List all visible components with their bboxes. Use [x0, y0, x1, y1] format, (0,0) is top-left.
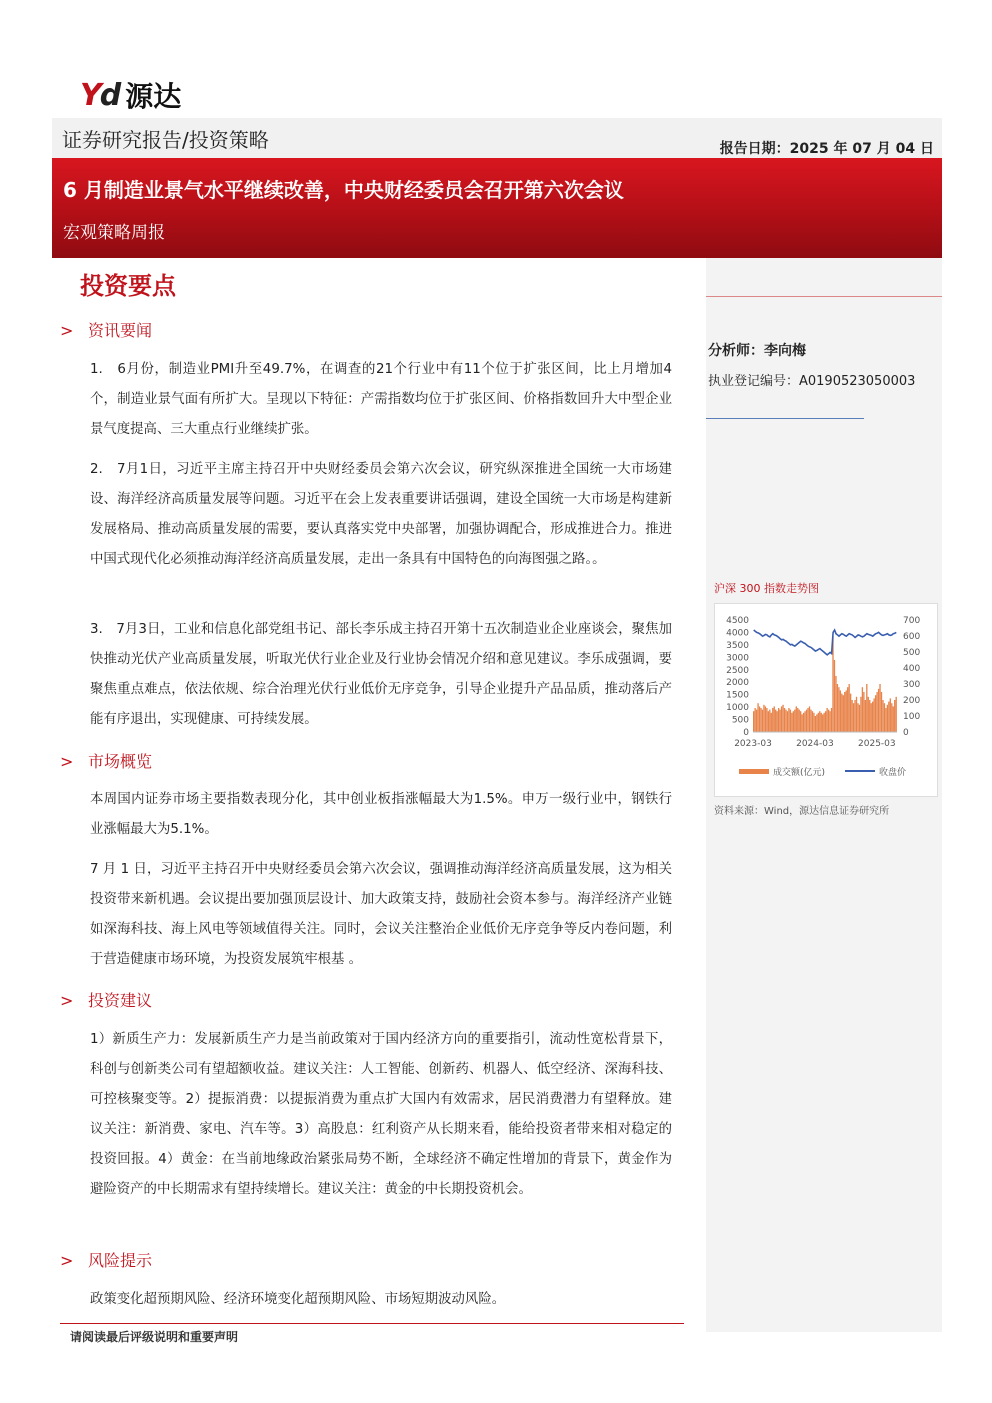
volume-bar — [791, 713, 792, 732]
volume-bar — [819, 711, 820, 732]
y-left-tick-label: 4000 — [726, 628, 749, 639]
volume-bar — [771, 713, 772, 732]
chart-svg — [715, 604, 937, 796]
volume-bar — [863, 692, 864, 732]
volume-bar — [779, 710, 780, 732]
chart-source: 资料来源：Wind，源达信息证券研究所 — [714, 806, 890, 817]
section-heading-advice — [60, 988, 152, 1011]
volume-bar — [822, 714, 823, 732]
volume-bar — [781, 706, 782, 732]
volume-bar — [871, 703, 872, 732]
paragraph: 政策变化超预期风险、经济环境变化超预期风险、市场短期波动风险。 — [90, 1292, 506, 1307]
volume-bar — [826, 708, 827, 732]
volume-bar — [807, 708, 808, 732]
y-left-tick-label: 3500 — [726, 640, 749, 651]
volume-bar — [763, 705, 764, 732]
y-left-tick-label: 1000 — [726, 703, 749, 714]
legend-label-volume: 成交额(亿元) — [773, 768, 826, 778]
volume-bar — [793, 711, 794, 732]
section-heading-news — [60, 318, 152, 341]
chart-title: 沪深 300 指数走势图 — [714, 582, 819, 595]
y-right-tick-label: 300 — [903, 680, 921, 690]
x-tick-label: 2024-03 — [796, 739, 834, 749]
volume-bar — [887, 705, 888, 732]
footer-disclaimer: 请阅读最后评级说明和重要声明 — [70, 1330, 239, 1344]
category-bar — [52, 118, 942, 158]
volume-bar — [788, 708, 789, 732]
analyst-name: 分析师：李向梅 — [708, 343, 806, 359]
volume-bar — [753, 711, 754, 732]
section-title: 投资建议 — [88, 991, 153, 1010]
chevron-right-icon: > — [60, 991, 74, 1010]
volume-bar — [760, 708, 761, 732]
volume-bar — [816, 714, 817, 732]
volume-bar — [821, 713, 822, 732]
volume-bar — [873, 698, 874, 732]
y-right-tick-label: 600 — [903, 632, 921, 642]
chevron-right-icon: > — [60, 1251, 74, 1270]
volume-bar — [854, 700, 855, 732]
index-chart — [714, 603, 938, 797]
volume-bar — [803, 713, 804, 732]
title-banner — [52, 158, 942, 258]
volume-bar — [853, 703, 854, 732]
volume-bar — [757, 703, 758, 732]
volume-bar — [787, 711, 788, 732]
volume-bar — [841, 694, 842, 732]
volume-bar — [766, 708, 767, 732]
volume-bar — [806, 710, 807, 732]
volume-bar — [810, 710, 811, 732]
volume-bar — [785, 710, 786, 732]
volume-bar — [851, 700, 852, 732]
volume-bar — [890, 698, 891, 732]
volume-bar — [790, 710, 791, 732]
volume-bar — [796, 706, 797, 732]
volume-bar — [891, 703, 892, 732]
volume-bar — [797, 708, 798, 732]
volume-bar — [765, 706, 766, 732]
y-right-tick-label: 400 — [903, 664, 921, 674]
volume-bar — [768, 711, 769, 732]
divider — [706, 418, 864, 419]
volume-bar — [859, 705, 860, 732]
volume-bar — [876, 692, 877, 732]
volume-bar — [794, 710, 795, 732]
volume-bar — [894, 700, 895, 732]
volume-bar — [775, 710, 776, 732]
volume-bar — [869, 700, 870, 732]
footer-divider — [60, 1323, 684, 1324]
brand-name: 源达 — [125, 80, 182, 113]
volume-bar — [884, 703, 885, 732]
volume-bar — [799, 710, 800, 732]
volume-bar — [769, 710, 770, 732]
volume-bar — [866, 684, 867, 732]
volume-bar — [774, 706, 775, 732]
volume-bar — [818, 713, 819, 732]
volume-bar — [882, 700, 883, 732]
paragraph: 3. 7月3日，工业和信息化部党组书记、部长李乐成主持召开第十五次制造业企业座谈会，聚焦加快推动光伏产业高质量发展，听取光伏行业企业及行业协会情况介绍和意见建议。李乐成强调，要聚焦重点难点，依法依规、综合治理光伏行业低价无序竞争，引导企业提升产品品质，推动落后产能有序退出，实现健康、可持续发展。 — [90, 622, 672, 727]
section-title: 资讯要闻 — [88, 321, 153, 340]
y-right-tick-label: 500 — [903, 648, 921, 658]
y-left-tick-label: 2500 — [726, 665, 749, 676]
y-right-tick-label: 100 — [903, 712, 921, 722]
volume-bar — [875, 695, 876, 732]
section-title: 市场概览 — [88, 752, 153, 771]
volume-bar — [840, 690, 841, 732]
volume-bar — [800, 711, 801, 732]
x-tick-label: 2025-03 — [858, 739, 896, 749]
logo-mark-y: Y — [80, 77, 100, 113]
y-left-tick-label: 0 — [743, 728, 749, 738]
x-tick-label: 2023-03 — [734, 739, 772, 749]
paragraph: 本周国内证券市场主要指数表现分化，其中创业板指涨幅最大为1.5%。申万一级行业中，钢铁行业涨幅最大为5.1%。 — [90, 792, 672, 837]
legend-label-close: 收盘价 — [879, 768, 907, 778]
volume-bar — [825, 711, 826, 732]
logo-mark — [80, 78, 119, 113]
volume-bar — [804, 711, 805, 732]
volume-bar — [843, 695, 844, 732]
volume-bar — [762, 710, 763, 732]
volume-bar — [815, 716, 816, 732]
y-left-tick-label: 500 — [731, 715, 749, 726]
volume-bar — [801, 714, 802, 732]
volume-bar — [857, 703, 858, 732]
volume-bar — [893, 706, 894, 732]
volume-bar — [813, 713, 814, 732]
volume-bar — [824, 713, 825, 732]
volume-bar — [847, 687, 848, 732]
page-heading: 投资要点 — [80, 272, 176, 300]
volume-bar — [772, 708, 773, 732]
y-left-tick-label: 1500 — [726, 690, 749, 701]
volume-bar — [849, 684, 850, 732]
volume-bar — [838, 687, 839, 732]
volume-bar — [812, 711, 813, 732]
section-heading-risk — [60, 1248, 152, 1271]
close-price-line — [754, 630, 897, 655]
volume-bar — [888, 702, 889, 732]
brand-logo — [80, 78, 181, 112]
divider — [706, 296, 942, 297]
volume-bar — [759, 706, 760, 732]
sidebar — [706, 258, 942, 1332]
volume-bar — [856, 697, 857, 732]
legend-swatch-volume — [739, 769, 769, 774]
chevron-right-icon: > — [60, 752, 74, 771]
volume-bar — [756, 710, 757, 732]
volume-bar — [862, 687, 863, 732]
volume-bar — [881, 692, 882, 732]
volume-bar — [837, 684, 838, 732]
volume-bar — [834, 660, 835, 732]
paragraph: 1. 6月份，制造业PMI升至49.7%，在调查的21个行业中有11个位于扩张区间，比上月增加4个，制造业景气面有所扩大。呈现以下特征：产需指数均位于扩张区间、价格指数回升大中型企业景气度提高、三大重点行业继续扩张。 — [90, 362, 672, 437]
section-title: 风险提示 — [88, 1251, 153, 1270]
section-heading-market — [60, 749, 152, 772]
report-subtitle: 宏观策略周报 — [63, 223, 165, 243]
volume-bar — [829, 711, 830, 732]
volume-bar — [878, 689, 879, 732]
volume-bar — [777, 711, 778, 732]
paragraph: 2. 7月1日，习近平主席主持召开中央财经委员会第六次会议，研究纵深推进全国统一大市场建设、海洋经济高质量发展等问题。习近平在会上发表重要讲话强调，建设全国统一大市场是构建新发展格局、推动高质量发展的需要，要认真落实党中央部署，加强协调配合，形成推进合力。推进中国式现代化必须推动海洋经济高质量发展，走出一条具有中国特色的向海图强之路。。 — [90, 462, 672, 567]
volume-bar — [809, 706, 810, 732]
volume-bar — [754, 708, 755, 732]
volume-bar — [879, 684, 880, 732]
volume-bar — [831, 708, 832, 732]
volume-bar — [835, 676, 836, 732]
volume-bar — [860, 697, 861, 732]
y-left-tick-label: 3000 — [726, 653, 749, 664]
volume-bar — [865, 700, 866, 732]
y-right-tick-label: 700 — [903, 616, 921, 626]
y-right-tick-label: 200 — [903, 696, 921, 706]
volume-bar — [784, 708, 785, 732]
report-category: 证券研究报告/投资策略 — [62, 128, 269, 152]
y-left-tick-label: 4500 — [726, 616, 749, 626]
chevron-right-icon: > — [60, 321, 74, 340]
report-date: 报告日期：2025 年 07 月 04 日 — [719, 141, 934, 157]
paragraph: 1）新质生产力：发展新质生产力是当前政策对于国内经济方向的重要指引，流动性宽松背景下，科创与创新类公司有望超额收益。建议关注：人工智能、创新药、机器人、低空经济、深海科技、可控核聚变等。2）提振消费：以提振消费为重点扩大国内有效需求，居民消费潜力有望释放。建议关注：新消费、家电、汽车等。3）高股息：红利资产从长期来看，能给投资者带来相对稳定的投资回报。4）黄金：在当前地缘政治紧张局势不断，全球经济不确定性增加的背景下，黄金作为避险资产的中长期需求有望持续增长。建议关注：黄金的中长期投资机会。 — [90, 1032, 672, 1197]
volume-bar — [782, 705, 783, 732]
volume-bar — [885, 708, 886, 732]
logo-mark-d: d — [99, 77, 120, 113]
volume-bar — [896, 697, 897, 732]
volume-bar — [828, 710, 829, 732]
volume-bar — [846, 690, 847, 732]
y-right-tick-label: 0 — [903, 728, 909, 738]
paragraph: 7 月 1 日，习近平主持召开中央财经委员会第六次会议，强调推动海洋经济高质量发展，这为相关投资带来新机遇。会议提出要加强顶层设计、加大政策支持，鼓励社会资本参与。海洋经济产业链如深海科技、海上风电等领域值得关注。同时，会议关注整治企业低价无序竞争等反内卷问题，利于营造健康市场环境，为投资发展筑牢根基 。 — [90, 862, 672, 967]
y-left-tick-label: 2000 — [726, 678, 749, 689]
volume-bar — [850, 694, 851, 732]
volume-bar — [868, 697, 869, 732]
volume-bar — [872, 702, 873, 732]
report-title: 6 月制造业景气水平继续改善，中央财经委员会召开第六次会议 — [63, 178, 624, 202]
volume-bar — [778, 708, 779, 732]
volume-bar — [844, 692, 845, 732]
registration-number: 执业登记编号：A0190523050003 — [708, 374, 916, 389]
